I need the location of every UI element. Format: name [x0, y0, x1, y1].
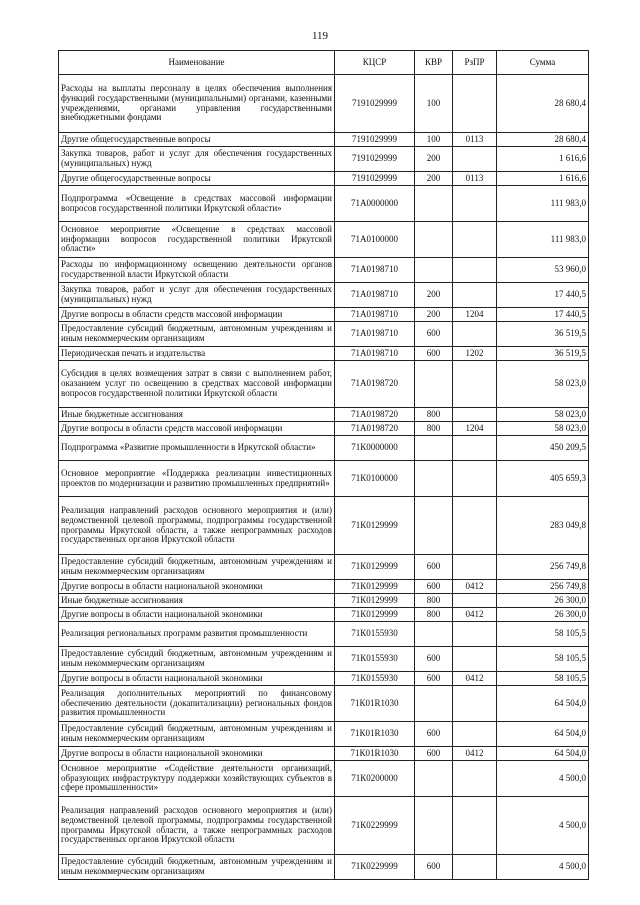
cell-name: Другие общегосударственные вопросы [59, 133, 335, 147]
cell-name: Предоставление субсидий бюджетным, автономным учреждениям и иным некоммерческим организациям [59, 322, 335, 347]
table-header-row [59, 51, 589, 75]
table-row [59, 497, 589, 555]
cell-sum: 1 616,6 [497, 172, 589, 186]
cell-kvr [415, 622, 453, 647]
cell-kvr: 200 [415, 147, 453, 172]
cell-name: Другие вопросы в области национальной экономики [59, 747, 335, 761]
cell-rzpr: 0412 [453, 608, 497, 622]
cell-kvr: 200 [415, 283, 453, 308]
cell-kvr [415, 436, 453, 461]
cell-rzpr: 0113 [453, 133, 497, 147]
cell-kvr: 600 [415, 322, 453, 347]
cell-sum: 28 680,4 [497, 133, 589, 147]
table-row [59, 147, 589, 172]
table-row [59, 258, 589, 283]
cell-kcsr: 71А0198710 [335, 322, 415, 347]
header-rzpr: РзПР [453, 51, 497, 75]
cell-rzpr: 1202 [453, 347, 497, 361]
table-row [59, 436, 589, 461]
cell-name: Периодическая печать и издательства [59, 347, 335, 361]
cell-kcsr: 71К0155930 [335, 672, 415, 686]
cell-rzpr [453, 322, 497, 347]
table-row [59, 761, 589, 797]
cell-rzpr [453, 222, 497, 258]
cell-kcsr: 71К0129999 [335, 594, 415, 608]
cell-kcsr: 7191029999 [335, 172, 415, 186]
cell-rzpr [453, 408, 497, 422]
cell-kvr [415, 761, 453, 797]
cell-rzpr [453, 497, 497, 555]
header-name: Наименование [59, 51, 335, 75]
cell-rzpr: 0412 [453, 747, 497, 761]
cell-kvr [415, 497, 453, 555]
table-row [59, 647, 589, 672]
cell-name: Реализация дополнительных мероприятий по финансовому обеспечению деятельности (докапитализации) региональных фондов развития промышленности [59, 686, 335, 722]
cell-rzpr [453, 855, 497, 880]
cell-name: Предоставление субсидий бюджетным, автономным учреждениям и иным некоммерческим организациям [59, 855, 335, 880]
table-row [59, 408, 589, 422]
cell-sum: 1 616,6 [497, 147, 589, 172]
cell-sum: 4 500,0 [497, 761, 589, 797]
cell-kcsr: 71К0129999 [335, 555, 415, 580]
cell-name: Реализация направлений расходов основного мероприятия и (или) ведомственной целевой программы, подпрограммы государственной программы Иркутской области, а также непрограммных расходов государственных органов Иркутской области [59, 797, 335, 855]
cell-rzpr [453, 622, 497, 647]
cell-kcsr: 71А0198720 [335, 422, 415, 436]
table-row [59, 361, 589, 408]
cell-sum: 26 300,0 [497, 608, 589, 622]
cell-sum: 58 105,5 [497, 672, 589, 686]
cell-kvr: 800 [415, 422, 453, 436]
cell-kvr: 200 [415, 308, 453, 322]
cell-kcsr: 71К0129999 [335, 580, 415, 594]
cell-sum: 405 659,3 [497, 461, 589, 497]
cell-name: Подпрограмма «Освещение в средствах массовой информации вопросов государственной политики Иркутской области» [59, 186, 335, 222]
cell-kcsr: 71А0198710 [335, 308, 415, 322]
cell-rzpr [453, 461, 497, 497]
cell-rzpr [453, 761, 497, 797]
cell-kcsr: 71К01R1030 [335, 747, 415, 761]
table-row [59, 747, 589, 761]
cell-name: Реализация направлений расходов основного мероприятия и (или) ведомственной целевой программы, подпрограммы государственной программы Иркутской области, а также непрограммных расходов государственных органов Иркутской области [59, 497, 335, 555]
table-row [59, 686, 589, 722]
cell-sum: 111 983,0 [497, 222, 589, 258]
table-row [59, 672, 589, 686]
cell-name: Закупка товаров, работ и услуг для обеспечения государственных (муниципальных) нужд [59, 147, 335, 172]
table-row [59, 75, 589, 133]
budget-table [58, 50, 589, 880]
cell-sum: 4 500,0 [497, 797, 589, 855]
cell-name: Предоставление субсидий бюджетным, автономным учреждениям и иным некоммерческим организациям [59, 555, 335, 580]
cell-sum: 58 023,0 [497, 361, 589, 408]
cell-name: Закупка товаров, работ и услуг для обеспечения государственных (муниципальных) нужд [59, 283, 335, 308]
table-row [59, 594, 589, 608]
cell-name: Другие вопросы в области национальной экономики [59, 672, 335, 686]
cell-rzpr: 1204 [453, 308, 497, 322]
cell-name: Подпрограмма «Развитие промышленности в Иркутской области» [59, 436, 335, 461]
cell-sum: 36 519,5 [497, 322, 589, 347]
header-kcsr: КЦСР [335, 51, 415, 75]
cell-kvr: 600 [415, 855, 453, 880]
cell-rzpr [453, 258, 497, 283]
cell-sum: 53 960,0 [497, 258, 589, 283]
cell-sum: 58 105,5 [497, 622, 589, 647]
cell-kvr: 600 [415, 747, 453, 761]
cell-kvr [415, 361, 453, 408]
cell-sum: 58 023,0 [497, 422, 589, 436]
cell-sum: 64 504,0 [497, 747, 589, 761]
cell-kcsr: 7191029999 [335, 147, 415, 172]
cell-kcsr: 71А0198710 [335, 258, 415, 283]
table-row [59, 222, 589, 258]
cell-rzpr [453, 797, 497, 855]
cell-sum: 58 023,0 [497, 408, 589, 422]
table-row [59, 133, 589, 147]
cell-name: Иные бюджетные ассигнования [59, 408, 335, 422]
cell-kvr: 600 [415, 722, 453, 747]
table-row [59, 283, 589, 308]
cell-kcsr: 71К0155930 [335, 647, 415, 672]
table-row [59, 622, 589, 647]
cell-rzpr [453, 436, 497, 461]
cell-kcsr: 71К0229999 [335, 797, 415, 855]
cell-kcsr: 7191029999 [335, 75, 415, 133]
cell-kcsr: 7191029999 [335, 133, 415, 147]
cell-rzpr [453, 594, 497, 608]
cell-kvr [415, 186, 453, 222]
cell-kcsr: 71К0155930 [335, 622, 415, 647]
cell-kvr: 600 [415, 580, 453, 594]
cell-kvr: 200 [415, 172, 453, 186]
cell-rzpr: 0412 [453, 580, 497, 594]
cell-kcsr: 71К0100000 [335, 461, 415, 497]
table-row [59, 608, 589, 622]
table-row [59, 722, 589, 747]
table-row [59, 347, 589, 361]
cell-name: Основное мероприятие «Поддержка реализации инвестиционных проектов по модернизации и развитию промышленных предприятий» [59, 461, 335, 497]
cell-rzpr [453, 147, 497, 172]
cell-name: Субсидия в целях возмещения затрат в связи с выполнением работ, оказанием услуг по освещению в средствах массовой информации вопросов государственной политики Иркутской области [59, 361, 335, 408]
cell-kvr: 600 [415, 647, 453, 672]
cell-sum: 26 300,0 [497, 594, 589, 608]
cell-kcsr: 71К0200000 [335, 761, 415, 797]
cell-sum: 17 440,5 [497, 283, 589, 308]
cell-kvr: 600 [415, 672, 453, 686]
cell-kvr: 800 [415, 408, 453, 422]
cell-rzpr [453, 647, 497, 672]
cell-name: Другие вопросы в области средств массовой информации [59, 422, 335, 436]
cell-kcsr: 71А0100000 [335, 222, 415, 258]
table-row [59, 186, 589, 222]
cell-kvr [415, 258, 453, 283]
cell-kcsr: 71К0229999 [335, 855, 415, 880]
table-row [59, 172, 589, 186]
cell-name: Другие вопросы в области средств массовой информации [59, 308, 335, 322]
cell-rzpr [453, 555, 497, 580]
cell-kvr: 800 [415, 594, 453, 608]
cell-kvr: 100 [415, 133, 453, 147]
cell-rzpr: 1204 [453, 422, 497, 436]
cell-sum: 111 983,0 [497, 186, 589, 222]
page-number: 119 [311, 30, 329, 42]
cell-sum: 450 209,5 [497, 436, 589, 461]
cell-name: Другие общегосударственные вопросы [59, 172, 335, 186]
cell-name: Предоставление субсидий бюджетным, автономным учреждениям и иным некоммерческим организациям [59, 647, 335, 672]
cell-name: Предоставление субсидий бюджетным, автономным учреждениям и иным некоммерческим организациям [59, 722, 335, 747]
cell-kvr [415, 686, 453, 722]
header-sum: Сумма [497, 51, 589, 75]
cell-kvr: 800 [415, 608, 453, 622]
cell-kvr: 600 [415, 347, 453, 361]
cell-sum: 36 519,5 [497, 347, 589, 361]
cell-rzpr [453, 283, 497, 308]
cell-kvr [415, 222, 453, 258]
table-body [59, 75, 589, 880]
cell-rzpr: 0412 [453, 672, 497, 686]
cell-rzpr [453, 686, 497, 722]
cell-kcsr: 71А0198720 [335, 408, 415, 422]
cell-name: Основное мероприятие «Содействие деятельности организаций, образующих инфраструктуру поддержки хозяйствующих субъектов в сфере промышленности» [59, 761, 335, 797]
table-row [59, 322, 589, 347]
table-row [59, 308, 589, 322]
table-row [59, 555, 589, 580]
cell-name: Расходы по информационному освещению деятельности органов государственной власти Иркутской области [59, 258, 335, 283]
cell-sum: 64 504,0 [497, 722, 589, 747]
cell-kcsr: 71А0000000 [335, 186, 415, 222]
table-row [59, 422, 589, 436]
cell-kcsr: 71А0198710 [335, 283, 415, 308]
cell-kcsr: 71А0198720 [335, 361, 415, 408]
cell-kcsr: 71К0129999 [335, 608, 415, 622]
cell-name: Иные бюджетные ассигнования [59, 594, 335, 608]
cell-sum: 4 500,0 [497, 855, 589, 880]
cell-kvr [415, 797, 453, 855]
table-row [59, 461, 589, 497]
cell-rzpr [453, 75, 497, 133]
cell-kcsr: 71К0000000 [335, 436, 415, 461]
cell-kvr: 600 [415, 555, 453, 580]
cell-sum: 64 504,0 [497, 686, 589, 722]
cell-rzpr [453, 722, 497, 747]
cell-sum: 283 049,8 [497, 497, 589, 555]
cell-kcsr: 71К01R1030 [335, 686, 415, 722]
cell-sum: 28 680,4 [497, 75, 589, 133]
table-row [59, 797, 589, 855]
cell-sum: 58 105,5 [497, 647, 589, 672]
cell-name: Другие вопросы в области национальной экономики [59, 580, 335, 594]
cell-kvr [415, 461, 453, 497]
cell-name: Основное мероприятие «Освещение в средствах массовой информации вопросов государственной политики Иркутской области» [59, 222, 335, 258]
header-kvr: КВР [415, 51, 453, 75]
cell-rzpr [453, 361, 497, 408]
cell-rzpr: 0113 [453, 172, 497, 186]
cell-sum: 256 749,8 [497, 555, 589, 580]
table-row [59, 580, 589, 594]
cell-kvr: 100 [415, 75, 453, 133]
cell-rzpr [453, 186, 497, 222]
cell-sum: 256 749,8 [497, 580, 589, 594]
cell-kcsr: 71К0129999 [335, 497, 415, 555]
table-row [59, 855, 589, 880]
cell-kcsr: 71К01R1030 [335, 722, 415, 747]
cell-name: Расходы на выплаты персоналу в целях обеспечения выполнения функций государственными (муниципальными) органами, казенными учреждениями, органами управления государственными внебюджетными фондами [59, 75, 335, 133]
cell-sum: 17 440,5 [497, 308, 589, 322]
cell-name: Другие вопросы в области национальной экономики [59, 608, 335, 622]
cell-name: Реализация региональных программ развития промышленности [59, 622, 335, 647]
cell-kcsr: 71А0198710 [335, 347, 415, 361]
